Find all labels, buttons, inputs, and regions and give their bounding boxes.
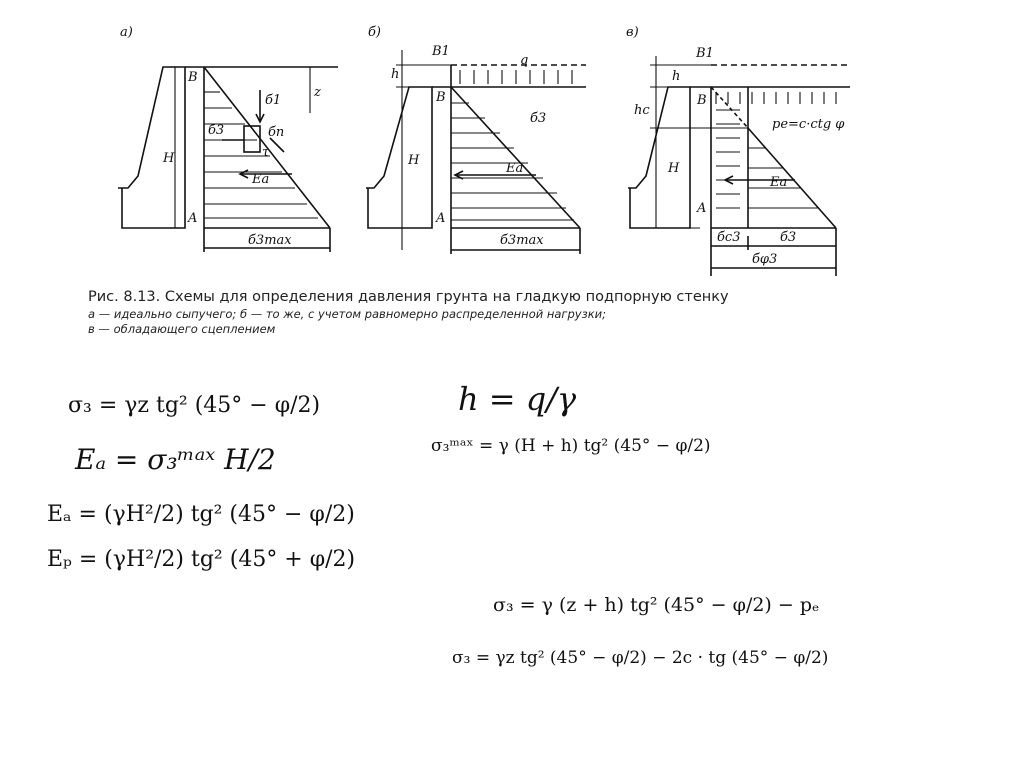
figure-caption bbox=[88, 288, 868, 337]
panel-b-tag: б) bbox=[368, 25, 382, 40]
caption-legend-line1: а — идеально сыпучего; б — то же, с учетом равномерно распределенной нагрузки; bbox=[88, 307, 606, 321]
label-pe: pe=c·ctg φ bbox=[772, 117, 845, 132]
panel-c-tag: в) bbox=[626, 25, 639, 40]
label-sigma-c3: бc3 bbox=[717, 230, 741, 245]
label-hc: hc bbox=[634, 103, 650, 118]
formula-sigma3-load: σ₃ = γ (z + h) tg² (45° − φ/2) − pₑ bbox=[493, 594, 820, 616]
formula-ea: Eₐ = (γH²/2) tg² (45° − φ/2) bbox=[47, 502, 355, 527]
label-b: B bbox=[436, 90, 446, 105]
label-ea: Ea bbox=[506, 161, 524, 176]
label-tau: τ bbox=[262, 145, 270, 160]
panel-a-diagram bbox=[118, 67, 338, 252]
label-z: z bbox=[314, 85, 321, 100]
label-sigma1: б1 bbox=[265, 93, 282, 108]
formula-sigma3: σ₃ = γz tg² (45° − φ/2) bbox=[68, 393, 321, 418]
caption-legend-line2: в — обладающего сцеплением bbox=[88, 322, 276, 336]
label-sigma-n: бn bbox=[268, 125, 285, 140]
label-sigma3: б3 bbox=[208, 123, 225, 138]
formula-sigma3max: σ₃ᵐᵃˣ = γ (H + h) tg² (45° − φ/2) bbox=[431, 436, 711, 456]
label-b: B bbox=[697, 93, 707, 108]
label-ea: Ea bbox=[770, 175, 788, 190]
label-sigma3: б3 bbox=[780, 230, 797, 245]
label-b1: B1 bbox=[696, 46, 714, 61]
label-h: h bbox=[672, 69, 681, 84]
formula-ep: Eₚ = (γH²/2) tg² (45° + φ/2) bbox=[47, 547, 356, 572]
formula-h: h = q/γ bbox=[458, 380, 577, 418]
label-b: B bbox=[188, 70, 198, 85]
formula-sigma3-cohesion: σ₃ = γz tg² (45° − φ/2) − 2c · tg (45° − φ/2) bbox=[452, 648, 829, 668]
label-a: A bbox=[188, 211, 198, 226]
figure-retaining-wall-schemes bbox=[0, 0, 1024, 290]
label-ea: Ea bbox=[252, 172, 270, 187]
label-h-wall: H bbox=[668, 161, 680, 176]
label-sigma3max: б3max bbox=[248, 233, 292, 248]
panel-a-tag: а) bbox=[120, 25, 133, 40]
label-a: A bbox=[697, 201, 707, 216]
label-h-wall: H bbox=[408, 153, 420, 168]
label-b1: B1 bbox=[432, 44, 450, 59]
label-sigma-phi3: бφ3 bbox=[752, 252, 778, 267]
caption-title: Рис. 8.13. Схемы для определения давления грунта на гладкую подпорную стенку bbox=[88, 289, 729, 305]
label-q: q bbox=[520, 53, 529, 68]
label-sigma3: б3 bbox=[530, 111, 547, 126]
label-sigma3max: б3max bbox=[500, 233, 544, 248]
label-h: h bbox=[391, 67, 400, 82]
label-h: H bbox=[163, 151, 175, 166]
formula-ea-max: Eₐ = σ₃ᵐᵃˣ H/2 bbox=[75, 443, 276, 476]
label-a: A bbox=[436, 211, 446, 226]
